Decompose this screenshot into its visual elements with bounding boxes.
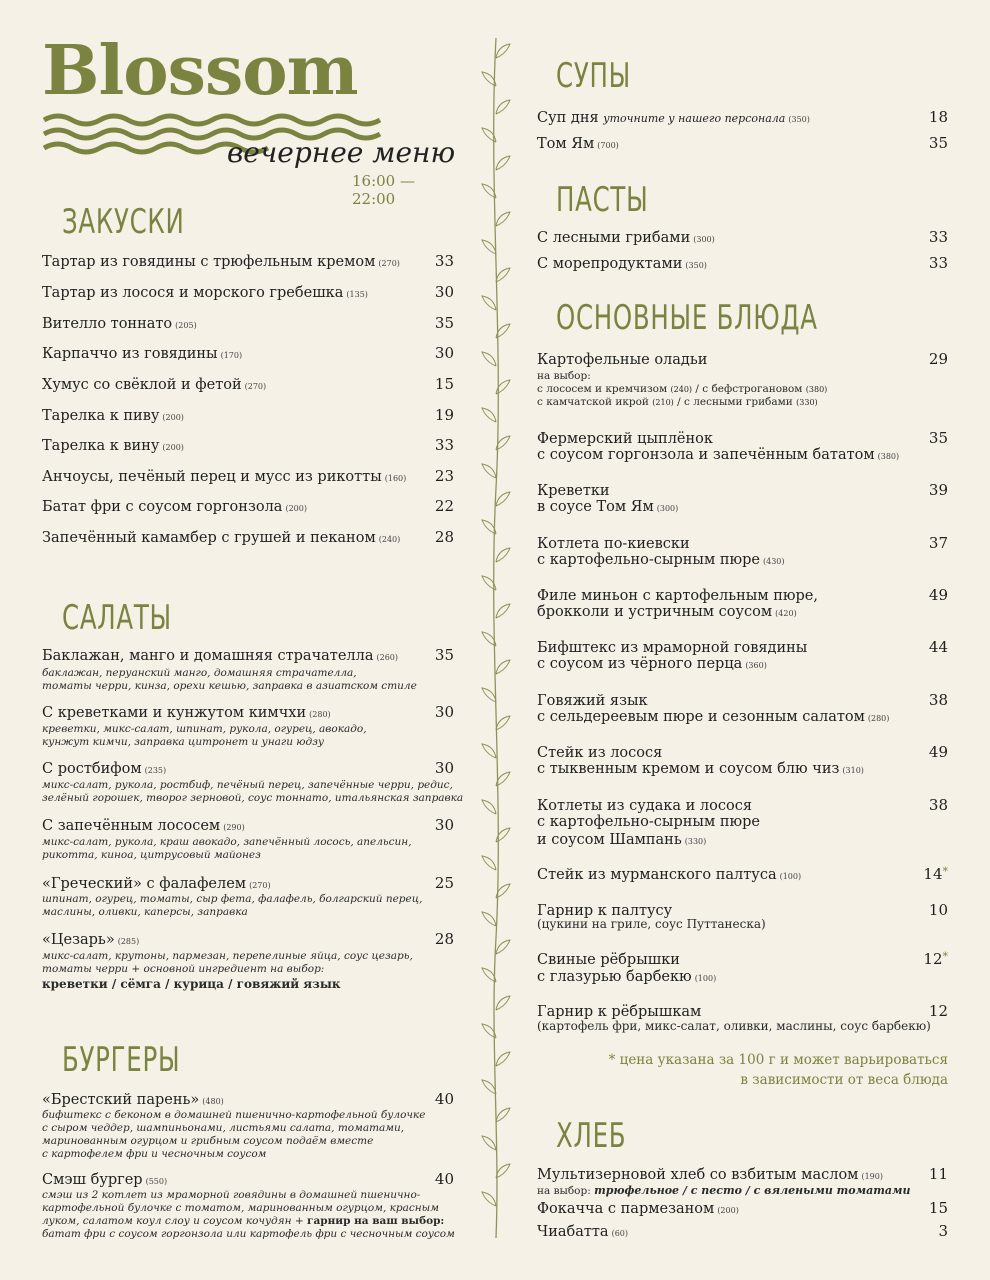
item-description: (картофель фри, микс-салат, оливки, маслины, соус барбекю) — [537, 1019, 931, 1033]
item-name: Чиабатта — [537, 1224, 609, 1240]
item-name: Свиные рёбрышки — [537, 952, 680, 968]
item-name: Карпаччо из говядины — [42, 346, 218, 362]
leaf-icon — [496, 1052, 510, 1066]
item-name-line2: брокколи и устричным соусом (420) — [537, 604, 797, 620]
item-weight: (170) — [220, 351, 243, 360]
list-item — [537, 691, 948, 709]
item-name: Тартар из говядины с трюфельным кремом — [42, 254, 376, 270]
item-price: 23 — [434, 467, 454, 485]
leaf-icon — [496, 44, 510, 58]
item-name: Запечённый камамбер с грушей и пеканом — [42, 530, 376, 546]
list-item — [42, 528, 454, 546]
item-price: 30 — [434, 283, 454, 301]
item-price: 29 — [928, 350, 948, 368]
list-item — [42, 406, 454, 424]
item-name: Тарелка к вину — [42, 438, 160, 454]
item-price: 49 — [928, 586, 948, 604]
item-name: Мультизерновой хлеб со взбитым маслом — [537, 1167, 859, 1183]
item-name: С морепродуктами — [537, 256, 683, 272]
item-price: 28 — [434, 930, 454, 948]
item-name: Креветки — [537, 483, 610, 499]
leaf-icon — [482, 1192, 496, 1206]
item-price: 22 — [434, 497, 454, 515]
brand-logo: Blossom — [42, 31, 358, 111]
item-weight: (480) — [202, 1097, 224, 1106]
item-name: Филе миньон с картофельным пюре, — [537, 588, 818, 604]
item-name-line2: с тыквенным кремом и соусом блю чиз (310) — [537, 761, 864, 777]
leaf-icon — [482, 688, 496, 702]
item-weight: (550) — [145, 1177, 168, 1186]
item-name: Стейк из лосося — [537, 745, 663, 761]
leaf-icon — [496, 156, 510, 170]
item-weight: (300) — [693, 235, 715, 244]
item-name: Том Ям — [537, 136, 595, 152]
list-item — [537, 481, 948, 499]
item-description: (цукини на гриле, соус Путтанеска) — [537, 917, 766, 931]
item-weight: (200) — [162, 413, 184, 422]
item-weight: (60) — [611, 1229, 629, 1238]
item-name-line2: с сельдереевым пюре и сезонным салатом (280) — [537, 709, 890, 725]
item-name: Гарнир к палтусу — [537, 903, 673, 919]
item-description: микс-салат, крутоны, пармезан, перепелиные яйца, соус цезарь, томаты черри + основной ингредиент на выбор: креветки / сёмга / курица / говяжий язык — [42, 950, 413, 991]
list-item — [537, 638, 948, 656]
item-weight: (700) — [597, 141, 619, 150]
item-weight: (270) — [249, 881, 271, 890]
item-price: 40 — [434, 1170, 454, 1188]
item-weight: (205) — [175, 321, 197, 330]
item-price: 35 — [928, 134, 948, 152]
item-price: 15 — [434, 375, 454, 393]
item-price: 30 — [434, 759, 454, 777]
item-description: бифштекс с беконом в домашней пшенично-картофельной булочке с сыром чеддер, шампиньонами, листьями салата, томатами, маринованным огурцом и грибным соусом подаём вместе с картофелем фри и чесночным соусом — [42, 1109, 426, 1160]
leaf-icon — [482, 856, 496, 870]
section-title-pastas: ПАСТЫ — [556, 180, 649, 220]
item-price: 33 — [928, 254, 948, 272]
section-title-mains: ОСНОВНЫЕ БЛЮДА — [556, 298, 818, 338]
item-name: Говяжий язык — [537, 693, 648, 709]
item-price: 14* — [923, 865, 948, 883]
item-price: 39 — [928, 481, 948, 499]
item-weight: (100) — [779, 872, 802, 881]
list-item — [42, 874, 454, 892]
item-weight: (235) — [144, 766, 167, 775]
list-item — [537, 134, 948, 152]
list-item — [42, 1090, 454, 1108]
item-price: 33 — [434, 252, 454, 270]
list-item — [42, 759, 454, 777]
item-name-line2: с соусом из чёрного перца (360) — [537, 656, 767, 672]
list-item — [42, 816, 454, 834]
leaf-icon — [496, 100, 510, 114]
item-name: Тарелка к пиву — [42, 408, 160, 424]
item-weight: (350) — [685, 261, 707, 270]
item-name: Котлета по-киевски — [537, 536, 690, 552]
item-price: 10 — [928, 901, 948, 919]
leaf-icon — [496, 716, 510, 730]
item-weight: (280) — [309, 710, 331, 719]
item-weight: (200) — [162, 443, 184, 452]
leaf-icon — [496, 492, 510, 506]
list-item — [42, 646, 454, 664]
section-title-burgers: БУРГЕРЫ — [62, 1040, 181, 1080]
item-price: 15 — [928, 1199, 948, 1217]
list-item — [537, 108, 948, 126]
item-weight: (285) — [117, 937, 140, 946]
item-name: Стейк из мурманского палтуса — [537, 867, 777, 883]
leaf-icon — [496, 940, 510, 954]
item-options: на выбор: с лососем и кремчизом (240) / с бефстрогановом (380) с камчатской икрой (210) / с лесными грибами (330) — [537, 370, 828, 408]
leaf-icon — [482, 800, 496, 814]
price-footnote: * цена указана за 100 г и может варьироваться в зависимости от веса блюда — [608, 1052, 948, 1088]
item-price: 30 — [434, 816, 454, 834]
leaf-icon — [496, 660, 510, 674]
item-name: Картофельные оладьи — [537, 352, 708, 368]
list-item — [42, 344, 454, 362]
leaf-icon — [496, 548, 510, 562]
item-price: 30 — [434, 344, 454, 362]
leaf-icon — [496, 996, 510, 1010]
item-price: 28 — [434, 528, 454, 546]
item-price: 33 — [928, 228, 948, 246]
item-weight: (290) — [223, 823, 245, 832]
item-name: Фокачча с пармезаном — [537, 1201, 715, 1217]
item-name: Баклажан, манго и домашняя страчателла — [42, 648, 374, 664]
item-options: на выбор: трюфельное / с песто / с вялеными томатами — [537, 1184, 911, 1197]
item-name: С лесными грибами — [537, 230, 691, 246]
list-item — [42, 252, 454, 270]
item-name: «Греческий» с фалафелем — [42, 876, 247, 892]
item-price: 18 — [928, 108, 948, 126]
list-item — [42, 1170, 454, 1188]
item-price: 3 — [938, 1222, 948, 1240]
item-name: Анчоусы, печёный перец и мусс из рикотты — [42, 469, 382, 485]
item-price: 38 — [928, 796, 948, 814]
leaf-icon — [482, 464, 496, 478]
item-name-line2: с картофельно-сырным пюре (430) — [537, 552, 785, 568]
item-weight: (200) — [717, 1206, 739, 1215]
item-price: 33 — [434, 436, 454, 454]
item-note: уточните у нашего персонала — [603, 112, 786, 125]
item-name: «Брестский парень» — [42, 1092, 200, 1108]
item-name: Котлеты из судака и лосося — [537, 798, 752, 814]
item-price: 35 — [928, 429, 948, 447]
section-title-bread: ХЛЕБ — [556, 1116, 627, 1156]
item-description: баклажан, перуанский манго, домашняя страчателла, томаты черри, кинза, орехи кешью, заправка в азиатском стиле — [42, 667, 417, 692]
list-item — [42, 703, 454, 721]
list-item — [537, 796, 948, 814]
list-item — [537, 1002, 948, 1020]
item-name: Смэш бургер — [42, 1172, 143, 1188]
item-description: микс-салат, рукола, ростбиф, печёный перец, запечённые черри, редис, зелёный горошек, творог зерновой, соус тоннато, итальянская заправка — [42, 779, 464, 804]
item-price: 25 — [434, 874, 454, 892]
item-price: 35 — [434, 314, 454, 332]
list-item — [42, 314, 454, 332]
item-description: микс-салат, рукола, краш авокадо, запечённый лосось, апельсин, рикотта, киноа, цитрусовый майонез — [42, 836, 412, 861]
item-weight: (270) — [378, 259, 400, 268]
list-item — [537, 743, 948, 761]
item-weight: (270) — [244, 382, 267, 391]
list-item — [42, 497, 454, 515]
list-item — [537, 534, 948, 552]
leaf-icon — [496, 604, 510, 618]
item-price: 44 — [928, 638, 948, 656]
leaf-icon — [482, 1080, 496, 1094]
item-name: С креветками и кунжутом кимчхи — [42, 705, 307, 721]
brand-header — [42, 31, 462, 208]
list-item — [537, 950, 948, 968]
item-description: смэш из 2 котлет из мраморной говядины в домашней пшенично- картофельной булочке с томатом, маринованным огурцом, красным луком, салатом коул слоу и соусом кочудян + гарнир на ваш выбор: батат фри с соусом горгонзола или картофель фри с чесночным соусом — [42, 1189, 455, 1240]
leaf-icon — [482, 912, 496, 926]
item-weight: (260) — [376, 653, 398, 662]
list-item — [42, 930, 454, 948]
item-description: креветки, микс-салат, шпинат, рукола, огурец, авокадо, кунжут кимчи, заправка цитронет и унаги юдзу — [42, 723, 367, 748]
list-item — [537, 254, 948, 272]
leaf-icon — [496, 1164, 510, 1178]
list-item — [42, 436, 454, 454]
list-item — [537, 586, 948, 604]
item-price: 37 — [928, 534, 948, 552]
item-name: Бифштекс из мраморной говядины — [537, 640, 808, 656]
item-name: Хумус со свёклой и фетой — [42, 377, 242, 393]
item-name: Вителло тоннато — [42, 316, 173, 332]
item-price: 12* — [923, 950, 948, 968]
list-item — [537, 1222, 948, 1240]
item-weight: (350) — [788, 115, 810, 124]
item-name: Батат фри с соусом горгонзола — [42, 499, 283, 515]
list-item — [537, 1199, 948, 1217]
item-price: 11 — [928, 1165, 948, 1183]
section-title-starters: ЗАКУСКИ — [62, 202, 185, 242]
leaf-icon — [482, 1136, 496, 1150]
list-item — [537, 350, 948, 368]
item-weight: (135) — [346, 290, 368, 299]
item-price: 30 — [434, 703, 454, 721]
leaf-icon — [482, 408, 496, 422]
vine-divider-icon — [476, 38, 516, 1238]
leaf-icon — [496, 1108, 510, 1122]
item-name-line2: в соусе Том Ям (300) — [537, 499, 679, 515]
list-item — [537, 865, 948, 883]
item-price: 49 — [928, 743, 948, 761]
item-name: Гарнир к рёбрышкам — [537, 1004, 702, 1020]
item-name: Суп дня — [537, 110, 599, 126]
item-weight: (160) — [384, 474, 407, 483]
section-title-salads: САЛАТЫ — [62, 598, 172, 638]
leaf-icon — [496, 212, 510, 226]
item-price: 35 — [434, 646, 454, 664]
item-price: 40 — [434, 1090, 454, 1108]
opening-hours: 16:00 — 22:00 — [352, 172, 415, 208]
item-weight: (190) — [861, 1172, 883, 1181]
item-name: Фермерский цыплёнок — [537, 431, 713, 447]
item-description: шпинат, огурец, томаты, сыр фета, фалафель, болгарский перец, маслины, оливки, каперсы, заправка — [42, 893, 423, 918]
item-weight: (240) — [378, 535, 401, 544]
leaf-icon — [482, 240, 496, 254]
leaf-icon — [482, 744, 496, 758]
list-item — [42, 283, 454, 301]
section-title-soups: СУПЫ — [556, 56, 631, 96]
item-name: Тартар из лосося и морского гребешка — [42, 285, 344, 301]
item-name-line3: и соусом Шампань (330) — [537, 832, 707, 848]
item-price: 12 — [928, 1002, 948, 1020]
item-name: С ростбифом — [42, 761, 142, 777]
item-name-line2: с соусом горгонзола и запечённым бататом (380) — [537, 447, 900, 463]
item-name-line2: с картофельно-сырным пюре — [537, 814, 760, 830]
item-name-line2: с глазурью барбекю (100) — [537, 969, 717, 985]
leaf-icon — [482, 296, 496, 310]
list-item — [537, 429, 948, 447]
brand-subtitle: вечернее меню — [227, 136, 456, 169]
list-item — [42, 467, 454, 485]
item-weight: (200) — [285, 504, 307, 513]
item-name: С запечённым лососем — [42, 818, 221, 834]
list-item — [42, 375, 454, 393]
list-item — [537, 228, 948, 246]
item-name: «Цезарь» — [42, 932, 115, 948]
item-price: 19 — [434, 406, 454, 424]
list-item — [537, 1165, 948, 1183]
leaf-icon — [482, 352, 496, 366]
item-price: 38 — [928, 691, 948, 709]
leaf-icon — [496, 268, 510, 282]
